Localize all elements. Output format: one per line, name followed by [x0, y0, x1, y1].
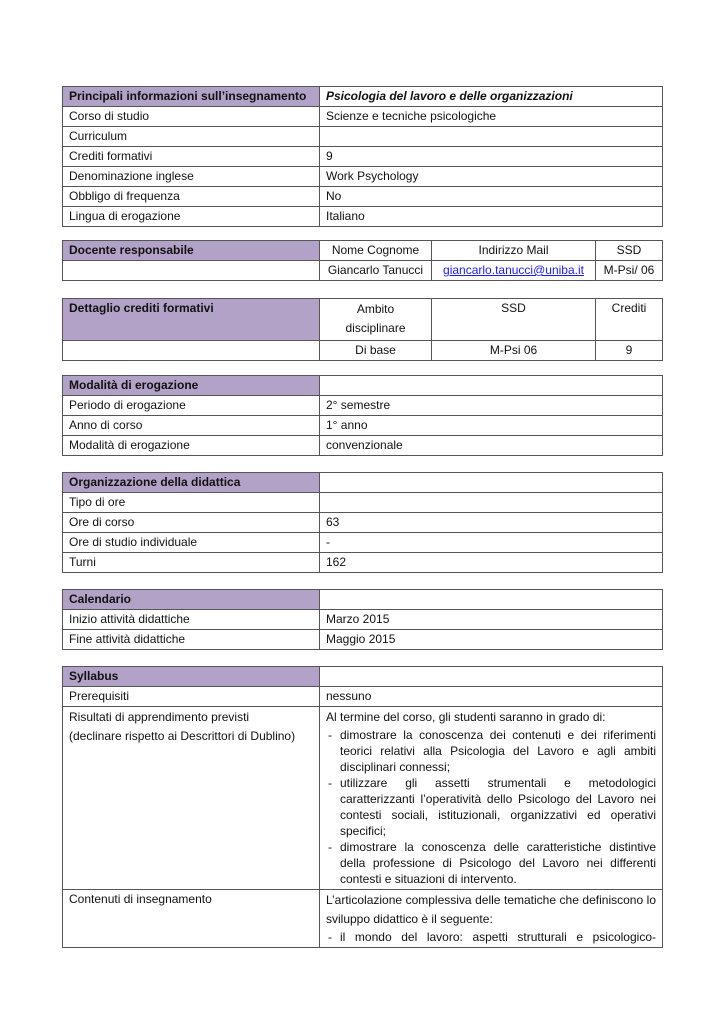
row-value: 9 — [320, 147, 663, 167]
row-value: 2° semestre — [320, 396, 663, 416]
col-header-crediti: Crediti — [596, 299, 663, 341]
row-value: Scienze e tecniche psicologiche — [320, 107, 663, 127]
principali-header-row — [63, 87, 663, 107]
row-value: convenzionale — [320, 436, 663, 456]
row-label: Prerequisiti — [63, 687, 320, 707]
row-label: Inizio attività didattiche — [63, 610, 320, 630]
principali-header-label: Principali informazioni sull’insegnamento — [63, 87, 320, 107]
modalita-table — [62, 375, 663, 456]
table-row — [63, 261, 663, 281]
empty-cell — [63, 341, 320, 361]
risultati-label-cell — [63, 707, 320, 890]
crediti-header-label: Dettaglio crediti formativi — [63, 299, 320, 341]
col-header-ambito: Ambito disciplinare — [320, 299, 432, 341]
row-label: Obbligo di frequenza — [63, 187, 320, 207]
row-value: nessuno — [320, 687, 663, 707]
row-value: Marzo 2015 — [320, 610, 663, 630]
row-value — [320, 127, 663, 147]
syllabus-table — [62, 666, 663, 948]
row-label: Ore di studio individuale — [63, 533, 320, 553]
row-label: Corso di studio — [63, 107, 320, 127]
organizzazione-header-row — [63, 473, 663, 493]
row-label: Periodo di erogazione — [63, 396, 320, 416]
table-row — [63, 513, 663, 533]
table-row — [63, 396, 663, 416]
crediti-table — [62, 298, 663, 361]
row-value: Work Psychology — [320, 167, 663, 187]
row-label: Curriculum — [63, 127, 320, 147]
calendario-header-label: Calendario — [63, 590, 320, 610]
table-row — [63, 107, 663, 127]
table-row — [63, 493, 663, 513]
crediti-value: 9 — [596, 341, 663, 361]
table-row — [63, 147, 663, 167]
row-label: Denominazione inglese — [63, 167, 320, 187]
table-row — [63, 127, 663, 147]
row-value: Maggio 2015 — [320, 630, 663, 650]
risultati-cell — [320, 707, 663, 890]
table-row — [63, 187, 663, 207]
docente-mail-cell — [432, 261, 596, 281]
table-row — [63, 207, 663, 227]
table-row — [63, 890, 663, 948]
docente-ssd: M-Psi/ 06 — [596, 261, 663, 281]
table-row — [63, 687, 663, 707]
docente-table — [62, 240, 663, 281]
row-label: Contenuti di insegnamento — [63, 890, 320, 948]
row-value: No — [320, 187, 663, 207]
contenuti-intro: L’articolazione complessiva delle tematiche che definiscono lo sviluppo didattico è il seguente: — [326, 893, 656, 926]
row-value — [320, 493, 663, 513]
crediti-ssd: M-Psi 06 — [432, 341, 596, 361]
list-item: - dimostrare la conoscenza dei contenuti e dei riferimenti teorici relativi alla Psicologia del Lavoro e agli ambiti disciplinari connessi; — [326, 727, 656, 775]
calendario-header-row — [63, 590, 663, 610]
row-value: 1° anno — [320, 416, 663, 436]
empty-cell — [320, 590, 663, 610]
risultati-list — [326, 727, 656, 887]
calendario-table — [62, 589, 663, 650]
modalita-header-label: Modalità di erogazione — [63, 376, 320, 396]
syllabus-header-row — [63, 667, 663, 687]
row-value: - — [320, 533, 663, 553]
table-row — [63, 167, 663, 187]
table-row — [63, 533, 663, 553]
empty-cell — [63, 261, 320, 281]
docente-header-label: Docente responsabile — [63, 241, 320, 261]
list-item: - utilizzare gli assetti strumentali e metodologici caratterizzanti l’operatività dello Psicologo del Lavoro nei contesti sociali, istituzionali, organizzativi ed operativi specifici; — [326, 775, 656, 839]
table-row — [63, 341, 663, 361]
col-header-ssd: SSD — [596, 241, 663, 261]
row-label: Fine attività didattiche — [63, 630, 320, 650]
docente-mail-link[interactable]: giancarlo.tanucci@uniba.it — [443, 263, 584, 277]
modalita-header-row — [63, 376, 663, 396]
table-row — [63, 630, 663, 650]
table-row — [63, 553, 663, 573]
empty-cell — [320, 376, 663, 396]
table-row — [63, 436, 663, 456]
docente-header-row — [63, 241, 663, 261]
organizzazione-table — [62, 472, 663, 573]
list-item: - il mondo del lavoro: aspetti strutturali e psicologico- — [326, 929, 656, 945]
row-value: 162 — [320, 553, 663, 573]
col-header-name: Nome Cognome — [320, 241, 432, 261]
principali-table — [62, 86, 663, 227]
table-row — [63, 610, 663, 630]
row-label: Crediti formativi — [63, 147, 320, 167]
row-value: 63 — [320, 513, 663, 533]
col-header-mail: Indirizzo Mail — [432, 241, 596, 261]
row-label: Lingua di erogazione — [63, 207, 320, 227]
table-row — [63, 707, 663, 890]
table-row — [63, 416, 663, 436]
docente-name: Giancarlo Tanucci — [320, 261, 432, 281]
syllabus-header-label: Syllabus — [63, 667, 320, 687]
empty-cell — [320, 667, 663, 687]
contenuti-list — [326, 929, 656, 945]
course-title: Psicologia del lavoro e delle organizzazioni — [320, 87, 663, 107]
row-label: Anno di corso — [63, 416, 320, 436]
crediti-ambito: Di base — [320, 341, 432, 361]
risultati-sublabel: (declinare rispetto ai Descrittori di Dublino) — [69, 729, 296, 743]
row-value: Italiano — [320, 207, 663, 227]
organizzazione-header-label: Organizzazione della didattica — [63, 473, 320, 493]
row-label: Ore di corso — [63, 513, 320, 533]
col-header-ssd: SSD — [432, 299, 596, 341]
contenuti-cell — [320, 890, 663, 948]
list-item: - dimostrare la conoscenza delle caratteristiche distintive della professione di Psicologo del Lavoro nei differenti contesti e situazioni di intervento. — [326, 839, 656, 887]
row-label: Modalità di erogazione — [63, 436, 320, 456]
risultati-label: Risultati di apprendimento previsti — [69, 710, 250, 724]
empty-cell — [320, 473, 663, 493]
row-label: Tipo di ore — [63, 493, 320, 513]
row-label: Turni — [63, 553, 320, 573]
risultati-intro: Al termine del corso, gli studenti saranno in grado di: — [326, 710, 606, 724]
crediti-header-row — [63, 299, 663, 341]
